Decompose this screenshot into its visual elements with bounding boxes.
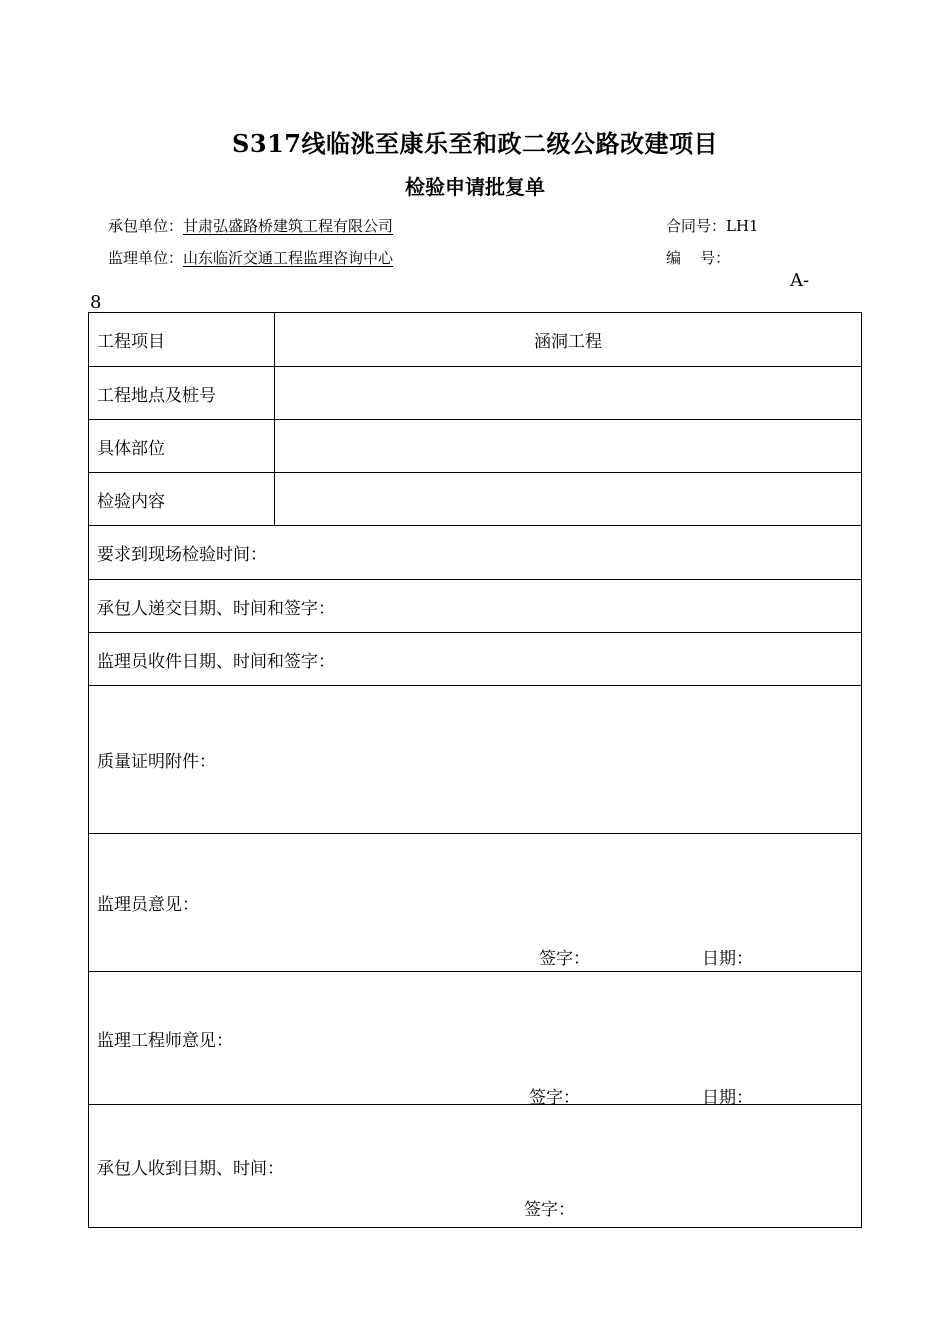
contractor-receive-label: 承包人收到日期、时间： (97, 1158, 284, 1179)
contract-no-value: LH1 (726, 217, 759, 235)
inspection-form-table (88, 312, 862, 1228)
row-supervisor-opinion (89, 834, 862, 972)
supervisor-signature-label: 签字： (539, 949, 590, 969)
row-engineer-opinion (89, 972, 862, 1105)
document-title: S317线临洮至康乐至和政二级公路改建项目 (232, 129, 718, 158)
engineer-opinion-cell (89, 972, 862, 1108)
engineer-date-label: 日期： (702, 1088, 753, 1108)
contract-no-label: 合同号： (666, 217, 727, 235)
content-label: 检验内容 (89, 473, 275, 526)
supervisor-opinion-cell (89, 834, 862, 972)
supervisor-value: 山东临沂交通工程监理咨询中心 (183, 249, 394, 267)
contractor-signature-label: 签字： (524, 1200, 575, 1220)
quality-attachment-cell (89, 686, 862, 834)
part-value (275, 420, 862, 473)
row-contractor-submit (89, 580, 862, 633)
row-location (89, 367, 862, 420)
contractor-label: 承包单位： (108, 217, 184, 235)
engineer-signature-label: 签字： (529, 1088, 580, 1108)
form-code-number: 8 (90, 292, 102, 313)
project-label: 工程项目 (89, 313, 275, 367)
serial-no-label: 编 号： (666, 249, 731, 267)
supervisor-date-label: 日期： (702, 949, 753, 969)
part-label: 具体部位 (89, 420, 275, 473)
row-supervisor-receive (89, 633, 862, 686)
engineer-opinion-label: 监理工程师意见： (97, 1030, 233, 1051)
contractor-receive-cell (89, 1105, 862, 1228)
contractor-submit-label: 承包人递交日期、时间和签字： (89, 580, 862, 633)
location-label: 工程地点及桩号 (89, 367, 275, 420)
contract-no-line (666, 215, 759, 236)
row-inspection-time (89, 526, 862, 580)
row-content (89, 473, 862, 526)
row-part (89, 420, 862, 473)
row-quality-attachment (89, 686, 862, 834)
form-code-prefix: A- (790, 270, 810, 291)
supervisor-line (108, 247, 393, 268)
row-contractor-receive (89, 1105, 862, 1228)
supervisor-opinion-label: 监理员意见： (97, 895, 199, 915)
contractor-value: 甘肃弘盛路桥建筑工程有限公司 (183, 217, 394, 235)
supervisor-receive-label: 监理员收件日期、时间和签字： (89, 633, 862, 686)
content-value (275, 473, 862, 526)
inspection-time-label: 要求到现场检验时间： (89, 526, 862, 580)
location-value (275, 367, 862, 420)
contractor-line (108, 215, 393, 236)
supervisor-label: 监理单位： (108, 249, 184, 267)
quality-attachment-label: 质量证明附件： (97, 752, 216, 772)
document-subtitle: 检验申请批复单 (405, 175, 545, 199)
row-project (89, 313, 862, 367)
project-value: 涵洞工程 (275, 313, 862, 367)
